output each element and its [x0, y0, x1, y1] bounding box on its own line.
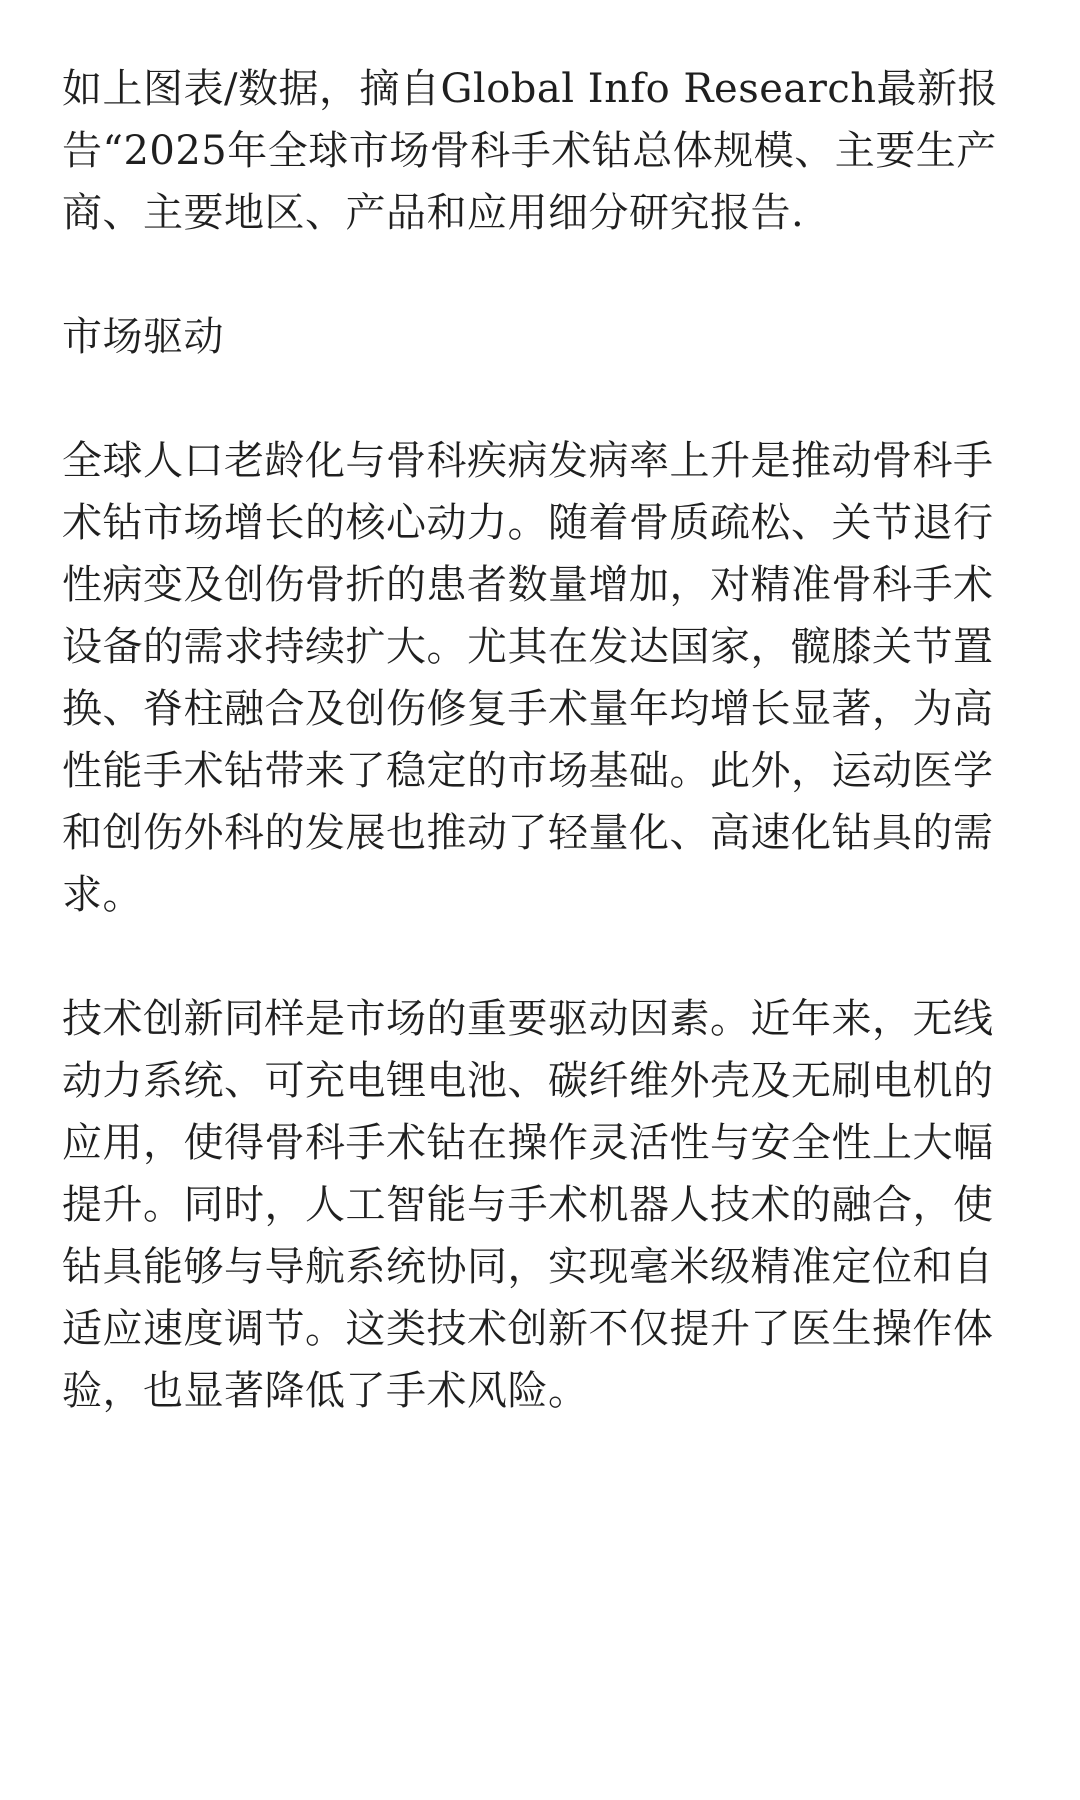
article-body — [62, 58, 1022, 1484]
paragraph-market-drivers-2: 技术创新同样是市场的重要驱动因素。近年来，无线动力系统、可充电锂电池、碳纤维外壳及无刷电机的应用，使得骨科手术钻在操作灵活性与安全性上大幅提升。同时，人工智能与手术机器人技术的融合，使钻具能够与导航系统协同，实现毫米级精准定位和自适应速度调节。这类技术创新不仅提升了医生操作体验，也显著降低了手术风险。 — [62, 996, 994, 1414]
section-heading: 市场驱动 — [62, 314, 224, 360]
intro-paragraph: 如上图表/数据，摘自Global Info Research最新报告“2025年全球市场骨科手术钻总体规模、主要生产商、主要地区、产品和应用细分研究报告. — [62, 66, 999, 236]
paragraph-market-drivers-1: 全球人口老龄化与骨科疾病发病率上升是推动骨科手术钻市场增长的核心动力。随着骨质疏松、关节退行性病变及创伤骨折的患者数量增加，对精准骨科手术设备的需求持续扩大。尤其在发达国家，髋膝关节置换、脊柱融合及创伤修复手术量年均增长显著，为高性能手术钻带来了稳定的市场基础。此外，运动医学和创伤外科的发展也推动了轻量化、高速化钻具的需求。 — [62, 438, 994, 918]
